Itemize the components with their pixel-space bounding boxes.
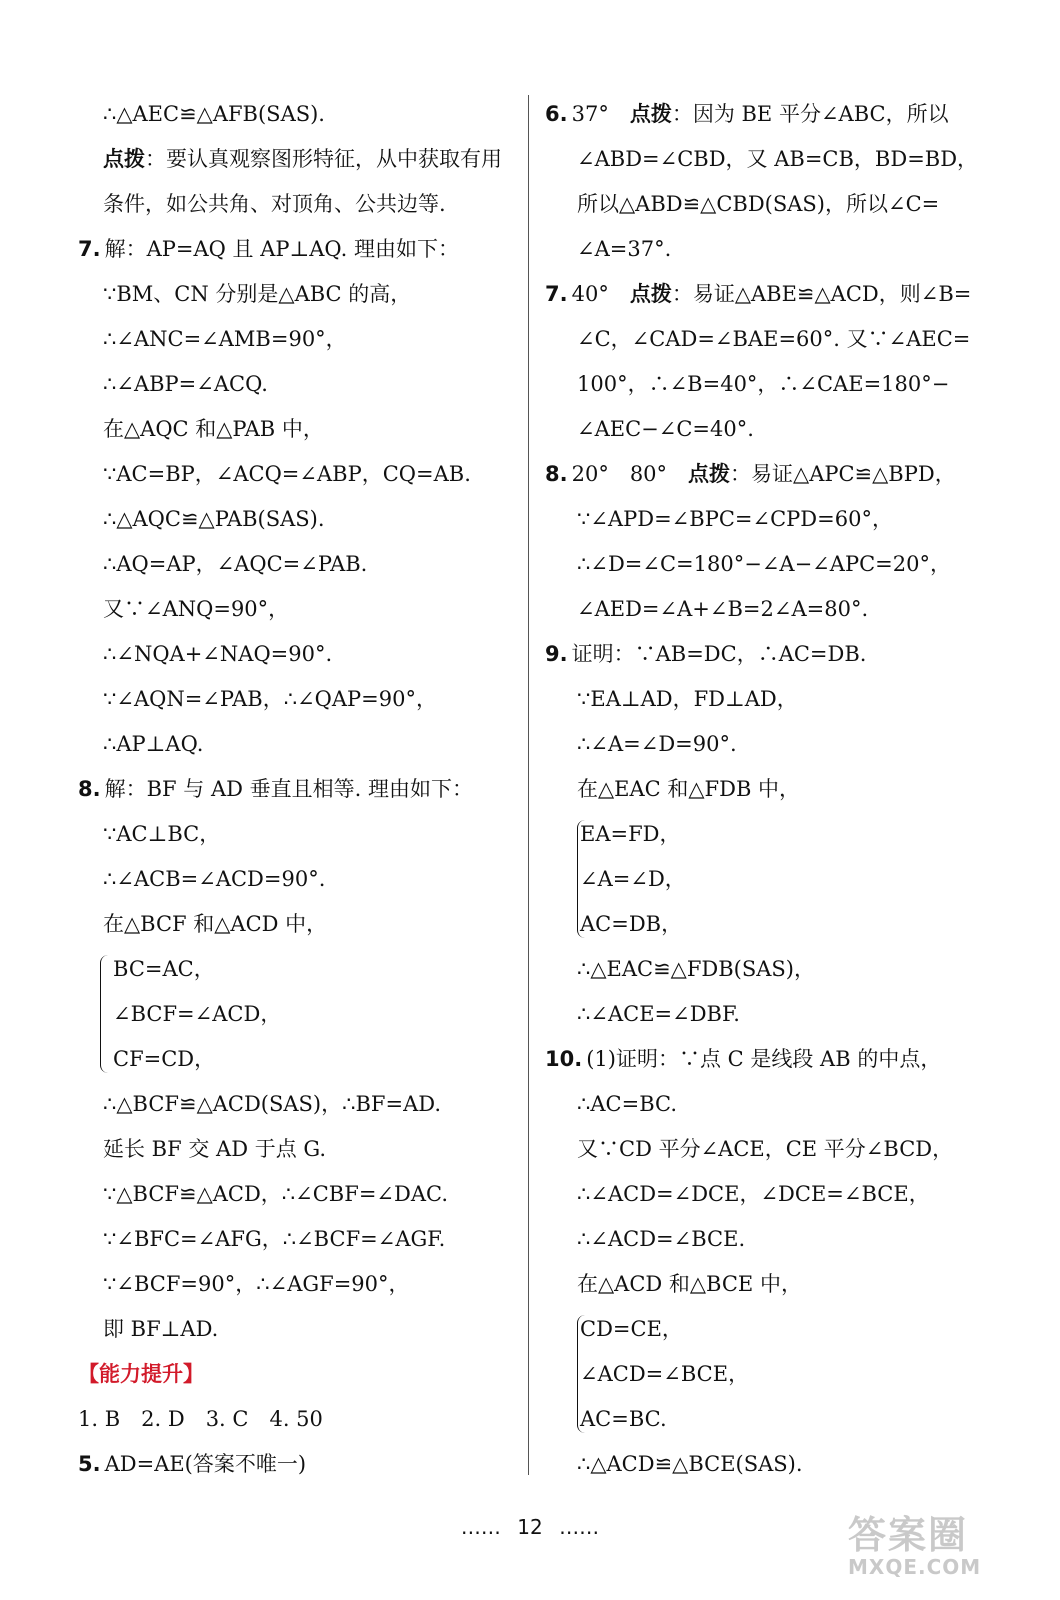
- line-text: ∵EA⊥AD，FD⊥AD，: [577, 687, 798, 711]
- line-text-tail: ：因为 BE 平分∠ABC，所以: [671, 102, 949, 126]
- problem-number: 8.: [545, 462, 568, 486]
- line-text: 又∵∠ANQ=90°，: [103, 597, 290, 621]
- line-text: 条件，如公共角、对顶角、公共边等.: [103, 192, 446, 216]
- problem-number: 8.: [78, 777, 101, 801]
- line-text: ∴∠D=∠C=180°−∠A−∠APC=20°，: [577, 552, 951, 576]
- line-text: 在△ACD 和△BCE 中，: [577, 1272, 802, 1296]
- text-line: [545, 722, 1005, 767]
- condition-text: CD=CE，: [580, 1317, 683, 1341]
- text-line: [545, 1172, 1005, 1217]
- text-line: [78, 92, 526, 137]
- hint-label: 点拨: [688, 462, 731, 486]
- line-text: ∴∠ANC=∠AMB=90°，: [103, 327, 347, 351]
- text-line: [78, 497, 526, 542]
- text-line: [545, 227, 1005, 272]
- line-text: 即 BF⊥AD.: [103, 1317, 219, 1341]
- line-text: ∴△EAC≌△FDB(SAS)，: [577, 957, 815, 981]
- line-text: ∴∠ACD=∠BCE.: [577, 1227, 746, 1251]
- brace-condition-line: [545, 902, 1005, 947]
- brace-condition-line: [78, 947, 526, 992]
- line-text: 解：AP=AQ 且 AP⊥AQ. 理由如下：: [104, 237, 459, 261]
- text-line: [545, 362, 1005, 407]
- text-line: [78, 272, 526, 317]
- line-text: ∴AP⊥AQ.: [103, 732, 204, 756]
- problem-number: 7.: [78, 237, 101, 261]
- problem-number: 10.: [545, 1047, 583, 1071]
- line-text: ∴∠ACB=∠ACD=90°.: [103, 867, 326, 891]
- line-text: ∴∠A=∠D=90°.: [577, 732, 737, 756]
- text-line: [78, 812, 526, 857]
- line-text: ∵∠BFC=∠AFG，∴∠BCF=∠AGF.: [103, 1227, 446, 1251]
- line-text: 20° 80°: [571, 462, 689, 486]
- line-text: ∴△BCF≌△ACD(SAS)，∴BF=AD.: [103, 1092, 441, 1116]
- right-column: [545, 92, 1005, 1487]
- text-line: [545, 1217, 1005, 1262]
- line-text: ∠C，∠CAD=∠BAE=60°. 又∵∠AEC=: [577, 327, 971, 351]
- text-line: [78, 227, 526, 272]
- text-line: [545, 677, 1005, 722]
- text-line: [78, 902, 526, 947]
- brace-condition-line: [78, 1037, 526, 1082]
- line-text: 在△BCF 和△ACD 中，: [103, 912, 328, 936]
- problem-number: 5.: [78, 1452, 101, 1476]
- text-line: [545, 947, 1005, 992]
- line-text: 在△EAC 和△FDB 中，: [577, 777, 801, 801]
- line-text: ∵∠APD=∠BPC=∠CPD=60°，: [577, 507, 893, 531]
- condition-text: ∠BCF=∠ACD，: [113, 1002, 282, 1026]
- line-text: 又∵CD 平分∠ACE，CE 平分∠BCD，: [577, 1137, 954, 1161]
- text-line: [78, 632, 526, 677]
- text-line: [545, 182, 1005, 227]
- text-line: [545, 767, 1005, 812]
- text-line: [78, 857, 526, 902]
- text-line: [78, 452, 526, 497]
- line-text: ∵△BCF≌△ACD，∴∠CBF=∠DAC.: [103, 1182, 449, 1206]
- text-line: [545, 587, 1005, 632]
- line-text: ∵AC=BP，∠ACQ=∠ABP，CQ=AB.: [103, 462, 471, 486]
- left-brace: [577, 820, 586, 938]
- text-line: [78, 1442, 526, 1487]
- text-line: [78, 1127, 526, 1172]
- line-text: ∴△ACD≌△BCE(SAS).: [577, 1452, 803, 1476]
- text-line: [78, 1082, 526, 1127]
- text-line: [78, 317, 526, 362]
- line-text: ∴∠ABP=∠ACQ.: [103, 372, 268, 396]
- line-text: ∵BM、CN 分别是△ABC 的高，: [103, 282, 412, 306]
- page-number: 12: [517, 1515, 543, 1539]
- left-column: [78, 92, 526, 1487]
- condition-text: AC=DB，: [580, 912, 683, 936]
- column-divider: [528, 95, 529, 1475]
- text-line: [545, 632, 1005, 677]
- text-line: [78, 767, 526, 812]
- condition-text: ∠A=∠D，: [580, 867, 686, 891]
- text-line: [78, 722, 526, 767]
- footer-dots-right: ……: [559, 1515, 600, 1539]
- watermark-title: 答案圈: [848, 1513, 969, 1557]
- text-line: [78, 182, 526, 227]
- line-text: (1)证明：∵点 C 是线段 AB 的中点，: [586, 1047, 942, 1071]
- brace-condition-line: [545, 1307, 1005, 1352]
- left-brace: [100, 955, 109, 1073]
- condition-text: EA=FD，: [580, 822, 681, 846]
- text-line: [545, 1037, 1005, 1082]
- text-line: [78, 587, 526, 632]
- text-line: [78, 407, 526, 452]
- line-text: 100°，∴∠B=40°，∴∠CAE=180°−: [577, 372, 950, 396]
- problem-number: 7.: [545, 282, 568, 306]
- line-text: 1. B 2. D 3. C 4. 50: [78, 1407, 323, 1431]
- hint-label: 点拨: [629, 102, 672, 126]
- problem-number: 6.: [545, 102, 568, 126]
- hint-label: 点拨: [103, 147, 145, 171]
- watermark-url: MXQE.COM: [848, 1555, 982, 1579]
- condition-brace-group: [545, 1307, 1005, 1442]
- text-line: [78, 542, 526, 587]
- line-text: 37°: [571, 102, 630, 126]
- text-line: [545, 992, 1005, 1037]
- text-line: [545, 317, 1005, 362]
- footer-dots-left: ……: [460, 1515, 501, 1539]
- brace-condition-line: [78, 992, 526, 1037]
- text-line: [545, 452, 1005, 497]
- line-text-tail: ：易证△ABE≌△ACD，则∠B=: [671, 282, 972, 306]
- text-line: [78, 362, 526, 407]
- text-line: [545, 407, 1005, 452]
- condition-text: BC=AC，: [113, 957, 215, 981]
- line-text: 延长 BF 交 AD 于点 G.: [103, 1137, 327, 1161]
- line-text: 解：BF 与 AD 垂直且相等. 理由如下：: [104, 777, 473, 801]
- line-text-tail: ：易证△APC≌△BPD，: [730, 462, 956, 486]
- problem-number: 9.: [545, 642, 568, 666]
- line-text: ∴∠ACE=∠DBF.: [577, 1002, 740, 1026]
- condition-brace-group: [78, 947, 526, 1082]
- text-line: [78, 1217, 526, 1262]
- line-text: ∴△AQC≌△PAB(SAS).: [103, 507, 325, 531]
- watermark-logo: [848, 1514, 1028, 1580]
- line-text: ∵∠BCF=90°，∴∠AGF=90°，: [103, 1272, 410, 1296]
- line-text: AD=AE(答案不唯一): [104, 1452, 307, 1476]
- hint-label: 点拨: [629, 282, 672, 306]
- line-text: ：要认真观察图形特征，从中获取有用: [145, 147, 502, 171]
- line-text: 在△AQC 和△PAB 中，: [103, 417, 324, 441]
- line-text: 证明：∵AB=DC，∴AC=DB.: [571, 642, 867, 666]
- text-line: [545, 1262, 1005, 1307]
- text-line: [545, 137, 1005, 182]
- text-line: [78, 137, 526, 182]
- text-line: [78, 1262, 526, 1307]
- text-line: [545, 92, 1005, 137]
- line-text: ∵AC⊥BC，: [103, 822, 221, 846]
- text-line: [545, 1082, 1005, 1127]
- brace-condition-line: [545, 812, 1005, 857]
- condition-brace-group: [545, 812, 1005, 947]
- line-text: ∠AED=∠A+∠B=2∠A=80°.: [577, 597, 869, 621]
- line-text: ∠AEC−∠C=40°.: [577, 417, 754, 441]
- section-title: 【能力提升】: [78, 1362, 204, 1386]
- line-text: ∠ABD=∠CBD，又 AB=CB，BD=BD，: [577, 147, 979, 171]
- condition-text: CF=CD，: [113, 1047, 216, 1071]
- text-line: [78, 1397, 526, 1442]
- condition-text: ∠ACD=∠BCE，: [580, 1362, 750, 1386]
- text-line: [545, 542, 1005, 587]
- line-text: ∠A=37°.: [577, 237, 672, 261]
- line-text: ∴△AEC≌△AFB(SAS).: [103, 102, 325, 126]
- brace-condition-line: [545, 1352, 1005, 1397]
- line-text: 所以△ABD≌△CBD(SAS)，所以∠C=: [577, 192, 940, 216]
- line-text: ∴∠ACD=∠DCE，∠DCE=∠BCE，: [577, 1182, 930, 1206]
- line-text: ∴∠NQA+∠NAQ=90°.: [103, 642, 333, 666]
- line-text: ∴AQ=AP，∠AQC=∠PAB.: [103, 552, 368, 576]
- text-line: [545, 1127, 1005, 1172]
- text-line: [545, 1442, 1005, 1487]
- line-text: 40°: [571, 282, 630, 306]
- text-line: [78, 677, 526, 722]
- condition-text: AC=BC.: [580, 1407, 667, 1431]
- brace-condition-line: [545, 1397, 1005, 1442]
- line-text: ∵∠AQN=∠PAB，∴∠QAP=90°，: [103, 687, 437, 711]
- line-text: ∴AC=BC.: [577, 1092, 678, 1116]
- text-line: [78, 1307, 526, 1352]
- text-line: [545, 272, 1005, 317]
- text-line: [78, 1172, 526, 1217]
- section-heading: [78, 1352, 526, 1397]
- brace-condition-line: [545, 857, 1005, 902]
- left-brace: [577, 1315, 586, 1433]
- text-line: [545, 497, 1005, 542]
